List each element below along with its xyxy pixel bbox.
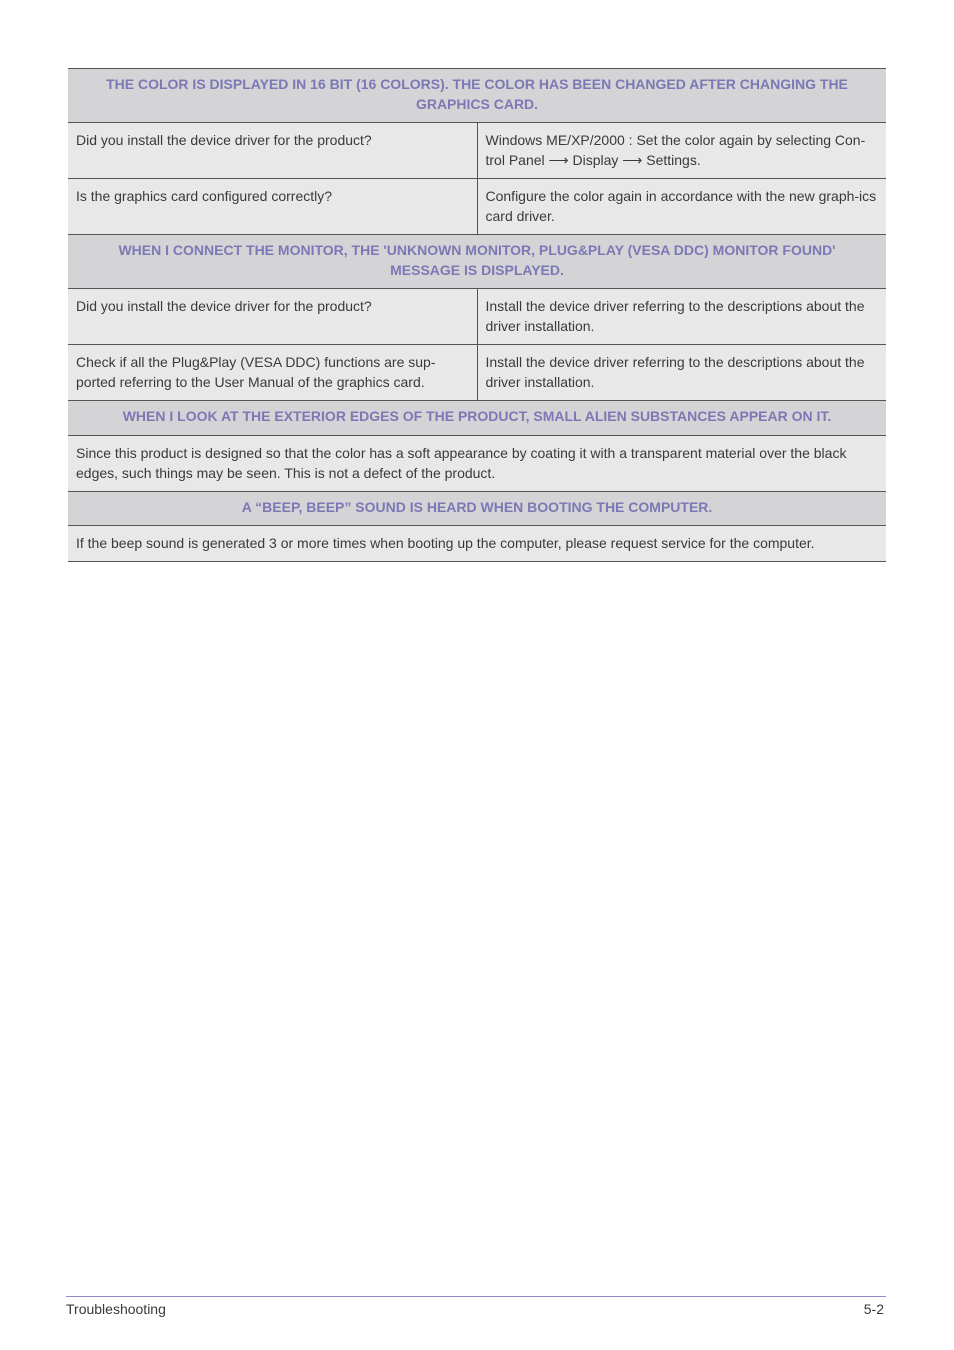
answer-cell: Install the device driver referring to the descriptions about the driver installation.: [477, 345, 886, 401]
question-cell: Check if all the Plug&Play (VESA DDC) functions are sup-ported referring to the User Manual of the graphics card.: [68, 345, 477, 401]
section-heading: WHEN I LOOK AT THE EXTERIOR EDGES OF THE PRODUCT, SMALL ALIEN SUBSTANCES APPEAR ON IT.: [68, 401, 886, 436]
section-heading-row: [68, 235, 886, 289]
answer-cell: Windows ME/XP/2000 : Set the color again by selecting Con-trol Panel ⟶ Display ⟶ Settings.: [477, 123, 886, 179]
section-heading: WHEN I CONNECT THE MONITOR, THE 'UNKNOWN MONITOR, PLUG&PLAY (VESA DDC) MONITOR FOUND' MESSAGE IS DISPLAYED.: [68, 235, 886, 289]
footer-section-name: Troubleshooting: [66, 1301, 166, 1317]
section-heading-row: [68, 491, 886, 526]
answer-cell: Configure the color again in accordance with the new graph-ics card driver.: [477, 179, 886, 235]
table-row: [68, 526, 886, 562]
table-row: [68, 435, 886, 491]
section-heading: THE COLOR IS DISPLAYED IN 16 BIT (16 COLORS). THE COLOR HAS BEEN CHANGED AFTER CHANGING THE GRAPHICS CARD.: [68, 69, 886, 123]
footer-page-number: 5-2: [863, 1301, 884, 1317]
question-cell: Did you install the device driver for the product?: [68, 123, 477, 179]
troubleshooting-table-container: [68, 68, 886, 562]
question-cell: Is the graphics card configured correctly?: [68, 179, 477, 235]
section-heading-row: [68, 401, 886, 436]
section-heading: A “BEEP, BEEP” SOUND IS HEARD WHEN BOOTING THE COMPUTER.: [68, 491, 886, 526]
table-row: [68, 289, 886, 345]
full-width-answer-cell: Since this product is designed so that the color has a soft appearance by coating it with a transparent material over the black edges, such things may be seen. This is not a defect of the product.: [68, 435, 886, 491]
troubleshooting-table: [68, 68, 886, 562]
full-width-answer-cell: If the beep sound is generated 3 or more times when booting up the computer, please request service for the computer.: [68, 526, 886, 562]
answer-cell: Install the device driver referring to the descriptions about the driver installation.: [477, 289, 886, 345]
question-cell: Did you install the device driver for the product?: [68, 289, 477, 345]
table-row: [68, 123, 886, 179]
section-heading-row: [68, 69, 886, 123]
table-row: [68, 345, 886, 401]
table-row: [68, 179, 886, 235]
footer-divider: [66, 1296, 886, 1297]
